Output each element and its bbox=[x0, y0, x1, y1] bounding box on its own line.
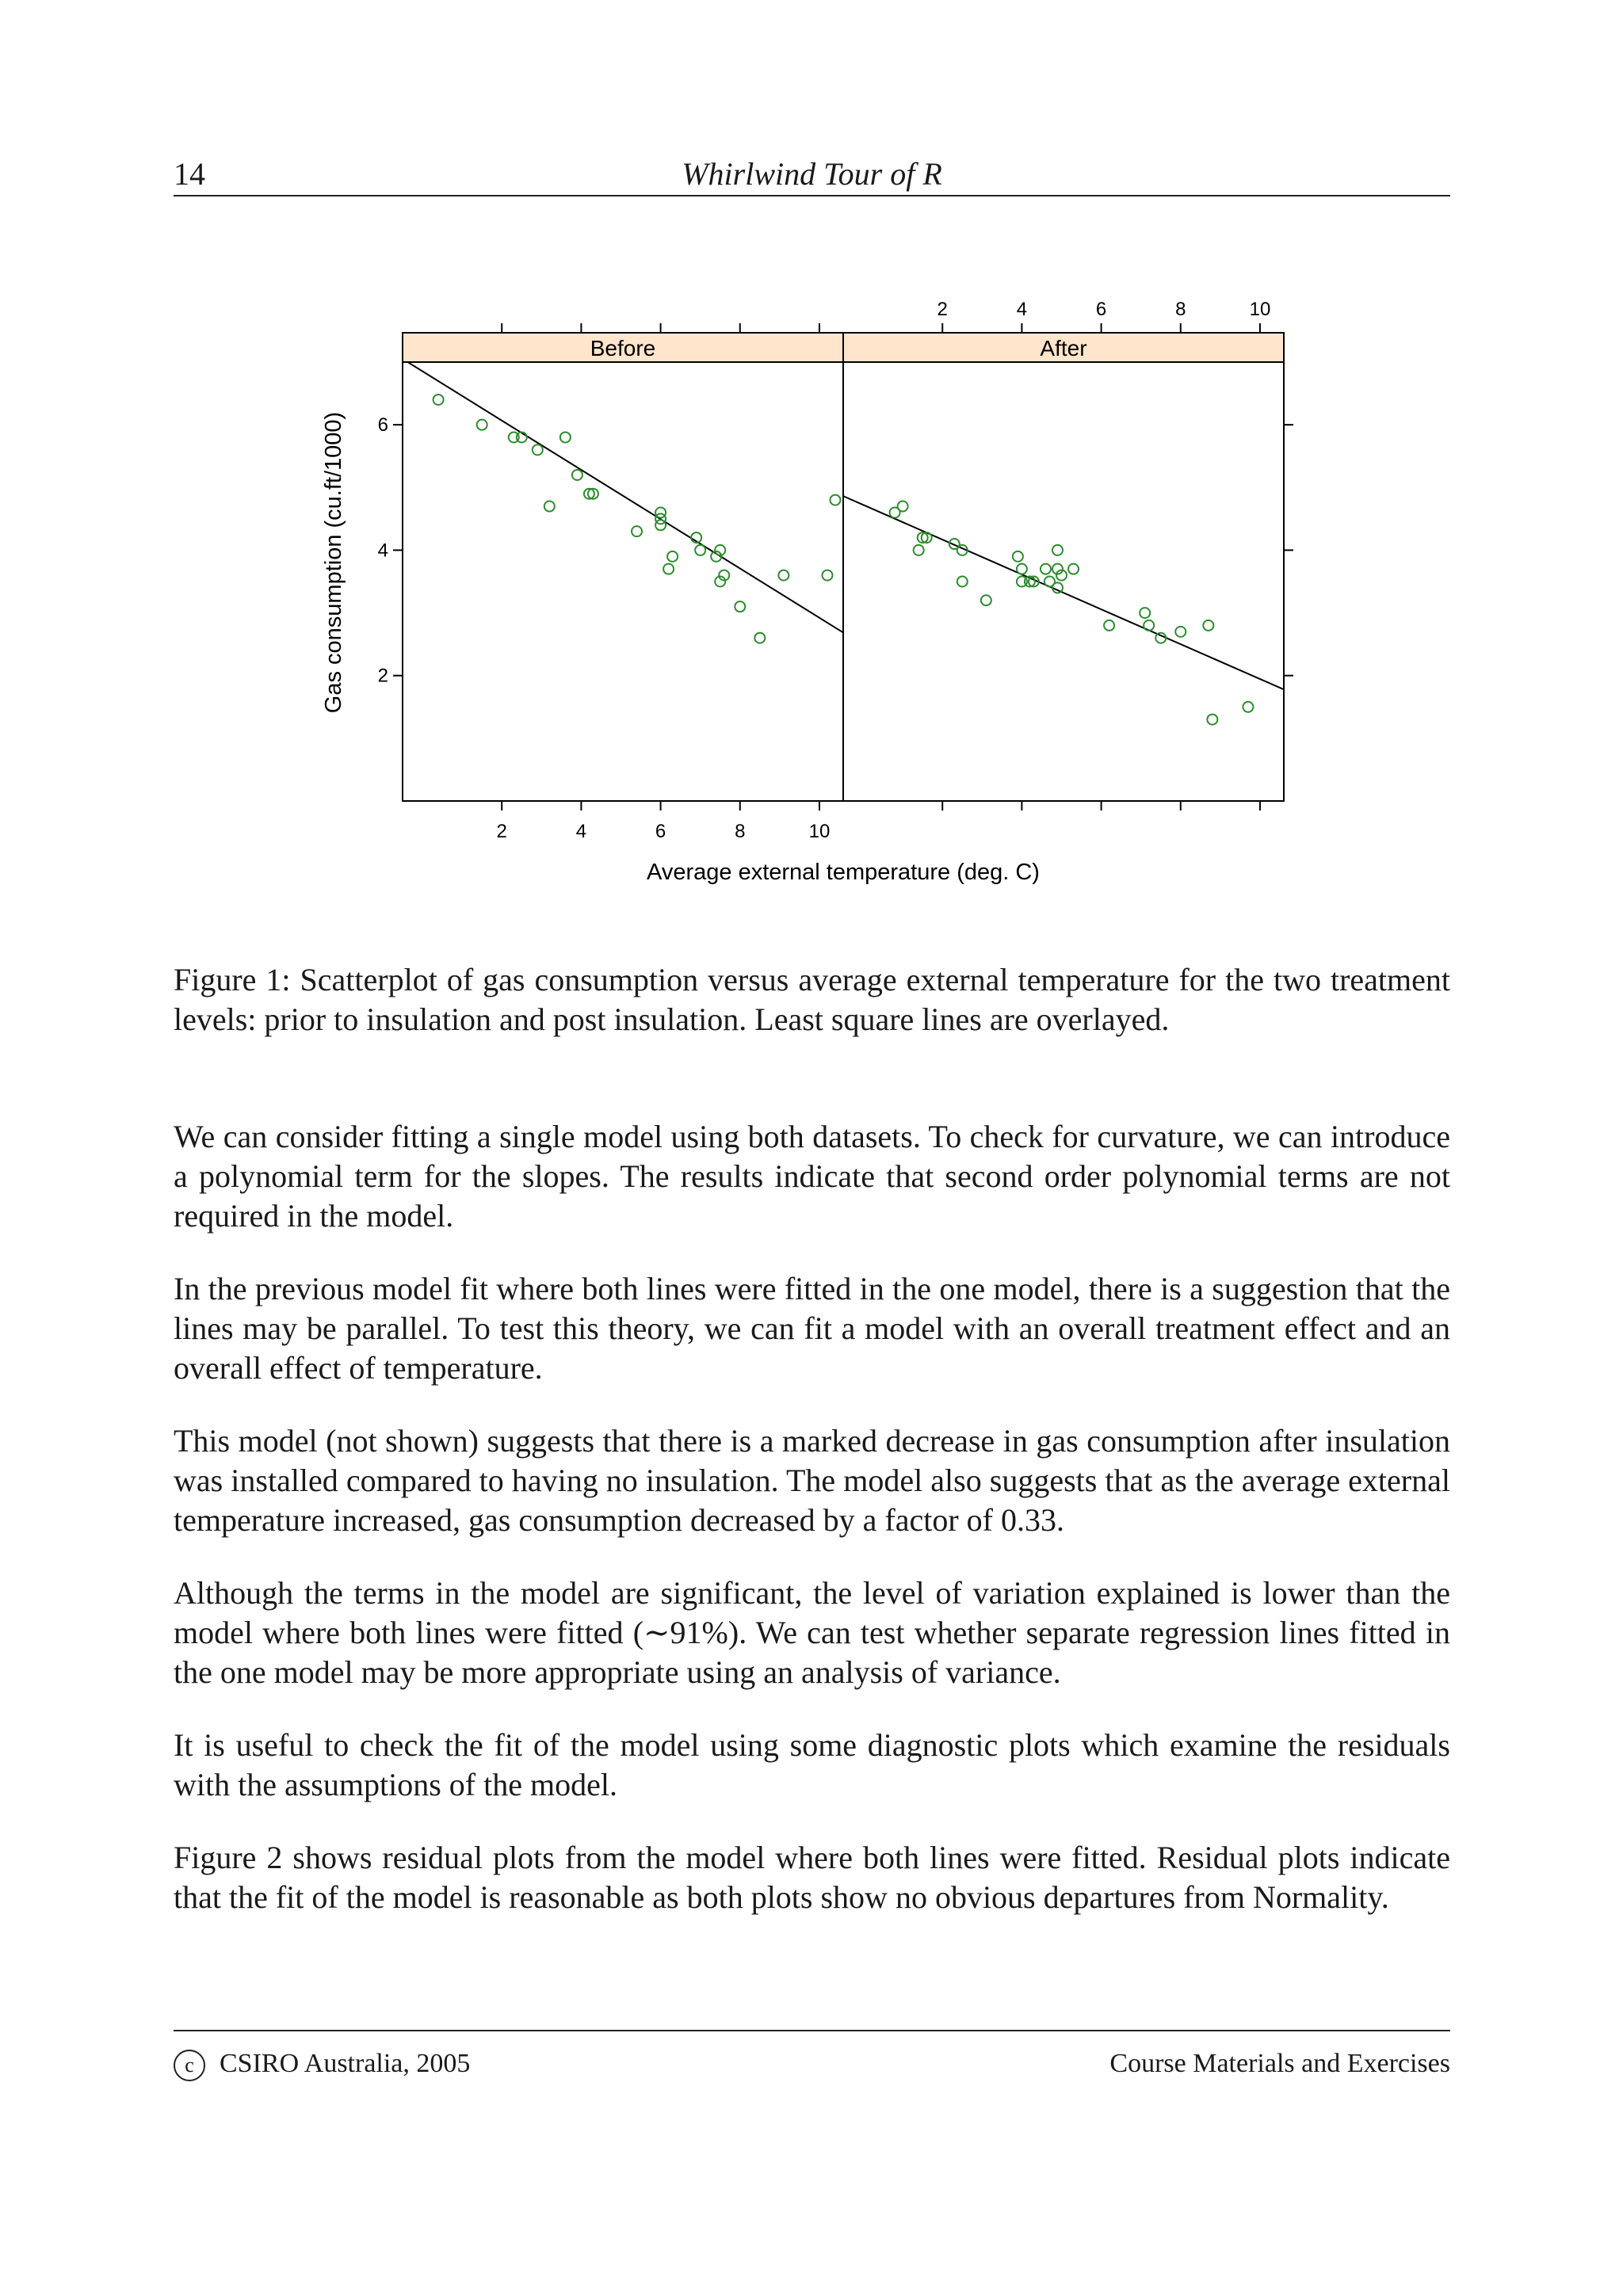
x-tick-label-bottom: 6 bbox=[655, 821, 666, 842]
x-tick-label-top: 6 bbox=[1095, 299, 1107, 320]
x-tick-label-top: 10 bbox=[1249, 299, 1271, 320]
paragraph: It is useful to check the fit of the model using some diagnostic plots which examine the residuals with the assumptions of the model. bbox=[174, 1727, 1450, 1802]
data-point bbox=[385, 345, 395, 355]
x-tick-label-top: 8 bbox=[1175, 299, 1186, 320]
body-text bbox=[174, 1117, 1450, 1951]
copyright-text: CSIRO Australia, 2005 bbox=[220, 2049, 471, 2078]
panel-background-after bbox=[843, 362, 1284, 801]
page-number: 14 bbox=[174, 156, 205, 192]
paragraph: We can consider fitting a single model using both datasets. To check for curvature, we can introduce a polynomial term for the slopes. The results indicate that second order polynomial terms are not required in the model. bbox=[174, 1119, 1450, 1234]
scatterplot-figure bbox=[301, 285, 1331, 903]
y-tick-label: 4 bbox=[377, 540, 388, 562]
copyright bbox=[174, 2049, 470, 2081]
strip-label-before: Before bbox=[590, 336, 656, 360]
x-tick-label-bottom: 4 bbox=[575, 821, 587, 842]
x-tick-label-bottom: 8 bbox=[735, 821, 746, 842]
x-tick-label-top: 4 bbox=[1016, 299, 1028, 320]
strip-label-after: After bbox=[1040, 336, 1087, 360]
x-tick-label-top: 2 bbox=[937, 299, 948, 320]
copyright-icon: c bbox=[174, 2050, 205, 2081]
x-tick-label-bottom: 10 bbox=[808, 821, 831, 842]
figure-caption: Figure 1: Scatterplot of gas consumption versus average external temperature for the two treatment levels: prior to insulation and post insulation. Least square lines are overlayed. bbox=[174, 962, 1450, 1037]
page-footer bbox=[174, 2030, 1450, 2081]
paragraph: Figure 2 shows residual plots from the model where both lines were fitted. Residual plots indicate that the fit of the model is reasonable as both plots show no obvious departures from Normality. bbox=[174, 1840, 1450, 1915]
course-title: Course Materials and Exercises bbox=[1109, 2049, 1450, 2078]
paragraph: In the previous model fit where both lines were fitted in the one model, there is a suggestion that the lines may be parallel. To test this theory, we can fit a model with an overall treatment effect and an overall effect of temperature. bbox=[174, 1271, 1450, 1386]
data-point bbox=[389, 363, 399, 373]
x-axis-label: Average external temperature (deg. C) bbox=[647, 860, 1040, 885]
x-tick-label-bottom: 2 bbox=[496, 821, 507, 842]
paragraph: Although the terms in the model are significant, the level of variation explained is lower than the model where both lines were fitted (∼91%). We can test whether separate regression lines fitted in the one model may be more appropriate using an analysis of variance. bbox=[174, 1575, 1450, 1690]
page-header bbox=[174, 151, 1450, 196]
y-tick-label: 6 bbox=[377, 414, 388, 437]
paragraph: This model (not shown) suggests that there is a marked decrease in gas consumption after insulation was installed compared to having no insulation. The model also suggests that as the average external temperature increased, gas consumption decreased by a factor of 0.33. bbox=[174, 1423, 1450, 1538]
panel-background-before bbox=[403, 362, 843, 801]
y-tick-label: 2 bbox=[377, 665, 388, 687]
running-title: Whirlwind Tour of R bbox=[682, 156, 942, 192]
y-axis-label: Gas consumption (cu.ft/1000) bbox=[321, 411, 346, 714]
